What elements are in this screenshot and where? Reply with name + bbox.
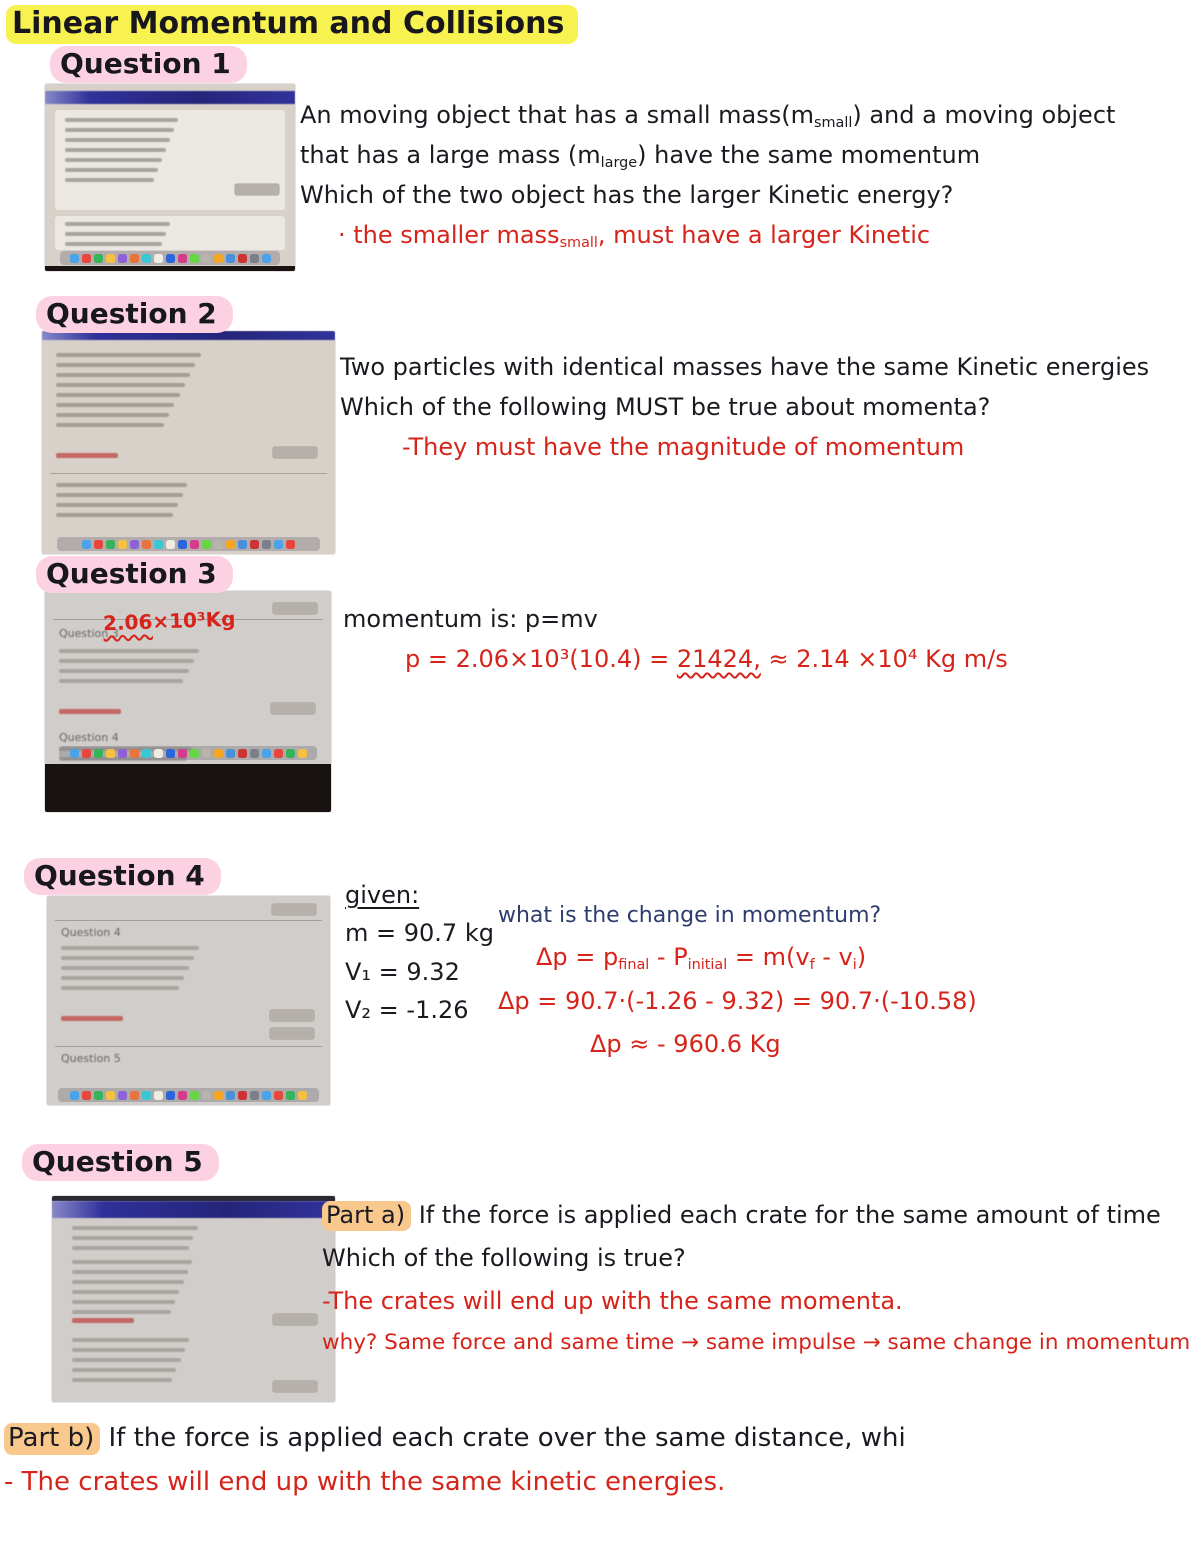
photo-question-3-label: Question 3 bbox=[59, 627, 119, 640]
blurred-text-line bbox=[65, 128, 174, 132]
screen-bezel bbox=[45, 266, 295, 271]
handwritten-text: ≈ 2.14 ×10⁴ Kg m/s bbox=[760, 644, 1008, 673]
dock-icon bbox=[262, 1091, 271, 1100]
dock-icon bbox=[130, 254, 139, 263]
blurred-text-line bbox=[59, 669, 189, 673]
dock-icon bbox=[190, 1091, 199, 1100]
macos-dock bbox=[59, 746, 316, 760]
handwritten-text: initial bbox=[687, 957, 728, 974]
question-4-given-notes bbox=[345, 876, 494, 1030]
dock-icon bbox=[166, 1091, 175, 1100]
handwritten-line bbox=[405, 640, 1008, 680]
handwritten-line bbox=[103, 607, 236, 636]
dock-icon bbox=[142, 254, 151, 263]
blurred-text-line bbox=[56, 373, 190, 377]
dock-icon bbox=[154, 540, 163, 549]
dock-icon bbox=[178, 1091, 187, 1100]
question-5-header bbox=[22, 1144, 219, 1181]
dock-icon bbox=[214, 749, 223, 758]
blurred-text-line bbox=[72, 1348, 185, 1352]
dock-icon bbox=[238, 749, 247, 758]
macos-dock bbox=[60, 251, 280, 265]
dock-icon bbox=[202, 540, 211, 549]
dock-icon bbox=[286, 1091, 295, 1100]
blurred-text-line bbox=[72, 1358, 181, 1362]
dock-icon bbox=[106, 254, 115, 263]
handwritten-text: p = 2.06×10³(10.4) = bbox=[405, 644, 677, 673]
handwritten-text: small bbox=[559, 234, 598, 251]
dock-icon bbox=[250, 749, 259, 758]
handwritten-text: Δp ≈ - 960.6 Kg bbox=[590, 1030, 781, 1059]
handwritten-line bbox=[345, 914, 494, 952]
question-2-header-text: Question 2 bbox=[36, 296, 233, 333]
dock-icon bbox=[70, 1091, 79, 1100]
handwritten-line bbox=[340, 348, 1149, 388]
handwritten-text: Two particles with identical masses have the same Kinetic energies bbox=[340, 353, 1150, 381]
blurred-button bbox=[273, 603, 317, 614]
blurred-button bbox=[271, 703, 315, 714]
handwritten-line bbox=[345, 953, 494, 991]
dock-icon bbox=[274, 749, 283, 758]
handwritten-text: - v bbox=[814, 943, 853, 972]
handwritten-line bbox=[322, 1194, 1190, 1237]
question-2-notes bbox=[340, 348, 1149, 467]
photo-question-5-label: Question 5 bbox=[61, 1052, 121, 1065]
blurred-red-text bbox=[56, 453, 118, 458]
blurred-text-block bbox=[56, 353, 319, 433]
dock-icon bbox=[238, 1091, 247, 1100]
dock-icon bbox=[226, 254, 235, 263]
dock-icon bbox=[82, 749, 91, 758]
handwritten-text: ) have the same momentum bbox=[637, 140, 981, 169]
blurred-text-line bbox=[56, 513, 173, 517]
page-title-text: Linear Momentum and Collisions bbox=[6, 5, 578, 44]
blurred-text-line bbox=[61, 966, 189, 970]
dock-icon bbox=[166, 540, 175, 549]
browser-bar bbox=[52, 1201, 335, 1218]
dock-icon bbox=[286, 540, 295, 549]
blurred-text-line bbox=[59, 649, 199, 653]
handwritten-line bbox=[300, 136, 1115, 176]
question-1-header bbox=[50, 46, 247, 83]
question-2-screenshot bbox=[42, 331, 335, 554]
question-4-screenshot bbox=[47, 896, 330, 1105]
dock-icon bbox=[178, 540, 187, 549]
handwritten-text: what is the change in momentum? bbox=[498, 903, 882, 928]
blurred-text-line bbox=[56, 403, 174, 407]
dock-icon bbox=[178, 749, 187, 758]
handwritten-text: that has a large mass (m bbox=[300, 140, 601, 169]
blurred-button bbox=[273, 447, 317, 458]
photo-question-4-label: Question 4 bbox=[59, 731, 119, 744]
handwritten-text: - P bbox=[649, 943, 688, 972]
part-b-notes bbox=[4, 1416, 906, 1504]
handwritten-text: If the force is applied each crate for the same amount of time bbox=[411, 1201, 1161, 1229]
blurred-text-line bbox=[61, 946, 199, 950]
dock-icon bbox=[70, 254, 79, 263]
blurred-text-block bbox=[72, 1338, 285, 1388]
dock-icon bbox=[214, 1091, 223, 1100]
handwritten-text: -They must have the magnitude of momentum bbox=[402, 432, 965, 461]
blurred-text-line bbox=[72, 1290, 179, 1294]
question-3-notes bbox=[343, 600, 1008, 680]
blurred-text-line bbox=[61, 986, 179, 990]
blurred-text-line bbox=[56, 483, 187, 487]
blurred-button bbox=[270, 1028, 314, 1039]
dock-icon bbox=[262, 540, 271, 549]
blurred-text-block bbox=[59, 649, 313, 689]
dock-icon bbox=[106, 749, 115, 758]
dock-icon bbox=[130, 1091, 139, 1100]
blurred-text-line bbox=[65, 222, 170, 226]
dock-icon bbox=[238, 540, 247, 549]
blurred-text-line bbox=[56, 423, 164, 427]
dock-icon bbox=[166, 749, 175, 758]
dock-icon bbox=[202, 749, 211, 758]
question-2-header bbox=[36, 296, 233, 333]
blurred-text-block bbox=[72, 1260, 291, 1320]
handwritten-text: If the force is applied each crate over the same distance, whi bbox=[100, 1423, 906, 1453]
question-4-header-text: Question 4 bbox=[24, 858, 221, 895]
blurred-text-line bbox=[65, 118, 178, 122]
blurred-text-line bbox=[72, 1368, 176, 1372]
blurred-text-block bbox=[61, 946, 312, 996]
blurred-text-line bbox=[56, 393, 180, 397]
dock-icon bbox=[118, 1091, 127, 1100]
blurred-button bbox=[272, 904, 316, 915]
dock-icon bbox=[250, 1091, 259, 1100]
blurred-text-line bbox=[56, 363, 195, 367]
handwritten-text: V₁ = 9.32 bbox=[345, 957, 460, 986]
dock-icon bbox=[106, 1091, 115, 1100]
blurred-text-line bbox=[72, 1246, 189, 1250]
handwritten-text: i bbox=[852, 957, 857, 974]
handwritten-text: An moving object that has a small mass(m bbox=[300, 101, 814, 129]
dock-icon bbox=[154, 749, 163, 758]
blurred-text-line bbox=[65, 178, 154, 182]
blurred-text-line bbox=[65, 158, 162, 162]
dock-icon bbox=[118, 540, 127, 549]
dock-icon bbox=[190, 254, 199, 263]
handwritten-line bbox=[498, 896, 977, 936]
handwritten-text: small bbox=[814, 115, 853, 132]
dock-icon bbox=[82, 1091, 91, 1100]
handwritten-text: 2.06 bbox=[102, 609, 153, 636]
blurred-text-line bbox=[65, 232, 166, 236]
blurred-text-line bbox=[72, 1270, 188, 1274]
dock-icon bbox=[226, 1091, 235, 1100]
blurred-text-line bbox=[65, 138, 170, 142]
blurred-text-line bbox=[56, 503, 178, 507]
dock-icon bbox=[190, 749, 199, 758]
blurred-text-line bbox=[61, 956, 194, 960]
question-3-header-text: Question 3 bbox=[36, 556, 233, 593]
dock-icon bbox=[214, 540, 223, 549]
dock-icon bbox=[70, 749, 79, 758]
blurred-text-block bbox=[72, 1226, 301, 1256]
divider bbox=[55, 920, 322, 921]
handwritten-line bbox=[322, 1324, 1190, 1363]
dock-icon bbox=[250, 540, 259, 549]
handwritten-line bbox=[345, 876, 494, 914]
handwritten-text: V₂ = -1.26 bbox=[345, 996, 469, 1025]
blurred-text-block bbox=[56, 483, 295, 523]
handwritten-line bbox=[300, 96, 1115, 136]
question-4-notes bbox=[498, 896, 977, 1067]
handwritten-line bbox=[4, 1416, 906, 1460]
handwritten-line bbox=[338, 216, 1115, 256]
blurred-text-line bbox=[72, 1378, 172, 1382]
handwritten-line bbox=[590, 1023, 977, 1067]
dock-icon bbox=[274, 1091, 283, 1100]
dock-icon bbox=[166, 254, 175, 263]
dock-icon bbox=[214, 254, 223, 263]
handwritten-text: = m(v bbox=[727, 943, 810, 972]
blurred-button bbox=[235, 184, 279, 195]
handwritten-line bbox=[343, 600, 1008, 640]
handwritten-text: Which of the two object has the larger Kinetic energy? bbox=[300, 180, 954, 209]
dock-icon bbox=[142, 540, 151, 549]
dock-icon bbox=[94, 1091, 103, 1100]
dock-icon bbox=[82, 540, 91, 549]
blurred-text-line bbox=[59, 679, 183, 683]
dock-icon bbox=[82, 254, 91, 263]
dock-icon bbox=[226, 540, 235, 549]
divider bbox=[50, 473, 327, 474]
photo-question-4-label: Question 4 bbox=[61, 926, 121, 939]
browser-bar bbox=[45, 91, 295, 104]
dock-icon bbox=[130, 749, 139, 758]
handwritten-line bbox=[322, 1237, 1190, 1280]
blurred-text-line bbox=[56, 383, 185, 387]
blurred-text-line bbox=[59, 659, 194, 663]
handwritten-line bbox=[402, 428, 1149, 468]
blurred-text-block bbox=[65, 222, 255, 252]
blurred-text-line bbox=[56, 413, 169, 417]
dock-icon bbox=[94, 540, 103, 549]
blurred-text-line bbox=[72, 1338, 189, 1342]
blurred-text-line bbox=[56, 353, 201, 357]
divider bbox=[55, 1046, 322, 1047]
handwritten-text: given: bbox=[345, 881, 420, 909]
dock-icon bbox=[202, 1091, 211, 1100]
question-1-header-text: Question 1 bbox=[50, 46, 247, 83]
blurred-red-text bbox=[72, 1318, 134, 1323]
handwritten-text: final bbox=[618, 957, 650, 974]
question-3-screenshot bbox=[45, 591, 331, 812]
handwritten-text: Δp = p bbox=[536, 943, 619, 972]
dock-icon bbox=[94, 254, 103, 263]
handwritten-text: , must have a larger Kinetic bbox=[597, 220, 931, 249]
handwritten-text: -The crates will end up with the same momenta. bbox=[322, 1287, 903, 1316]
question-1-notes bbox=[300, 96, 1115, 256]
dock-icon bbox=[298, 749, 307, 758]
handwritten-text: Which of the following MUST be true about momenta? bbox=[340, 392, 991, 421]
dock-icon bbox=[226, 749, 235, 758]
blurred-text-line bbox=[65, 148, 166, 152]
handwritten-text: momentum is: p=mv bbox=[343, 605, 598, 633]
dock-icon bbox=[118, 254, 127, 263]
blurred-text-block bbox=[65, 118, 271, 188]
handwritten-text: Which of the following is true? bbox=[322, 1244, 686, 1273]
blurred-button bbox=[273, 1314, 317, 1325]
handwritten-text: 21424, bbox=[676, 644, 761, 673]
dock-icon bbox=[298, 1091, 307, 1100]
dock-icon bbox=[142, 1091, 151, 1100]
handwritten-text: Part a) bbox=[322, 1201, 411, 1231]
handwritten-line bbox=[340, 388, 1149, 428]
blurred-text-line bbox=[65, 242, 162, 246]
blurred-text-line bbox=[72, 1300, 175, 1304]
handwritten-line bbox=[322, 1280, 1190, 1323]
dock-icon bbox=[118, 749, 127, 758]
dock-icon bbox=[274, 540, 283, 549]
blurred-text-line bbox=[72, 1280, 184, 1284]
question-5-header-text: Question 5 bbox=[22, 1144, 219, 1181]
handwritten-line bbox=[498, 980, 977, 1024]
handwritten-text: large bbox=[600, 154, 638, 171]
blurred-red-text bbox=[59, 709, 121, 714]
handwritten-text: Δp = 90.7·(-1.26 - 9.32) = 90.7·(-10.58) bbox=[498, 986, 977, 1015]
blurred-text-line bbox=[65, 168, 158, 172]
page-title bbox=[6, 6, 578, 41]
handwritten-text: ) and a moving object bbox=[852, 101, 1116, 129]
handwritten-text: Part b) bbox=[4, 1423, 100, 1455]
desk-shadow bbox=[45, 764, 331, 812]
dock-icon bbox=[262, 749, 271, 758]
handwritten-text: why? Same force and same time → same impulse → same change in momentum bbox=[322, 1329, 1191, 1355]
handwritten-annotation bbox=[103, 607, 236, 636]
question-5-notes bbox=[322, 1194, 1190, 1362]
dock-icon bbox=[190, 540, 199, 549]
question-4-header bbox=[24, 858, 221, 895]
macos-dock bbox=[57, 537, 321, 551]
dock-icon bbox=[142, 749, 151, 758]
handwritten-text: ) bbox=[856, 943, 867, 972]
handwritten-line bbox=[300, 176, 1115, 216]
dock-icon bbox=[286, 749, 295, 758]
handwritten-text: · the smaller mass bbox=[338, 220, 560, 249]
blurred-text-line bbox=[72, 1310, 171, 1314]
dock-icon bbox=[106, 540, 115, 549]
handwritten-text: ×10³Kg bbox=[151, 606, 236, 634]
dock-icon bbox=[262, 254, 271, 263]
blurred-text-line bbox=[72, 1226, 198, 1230]
blurred-button bbox=[273, 1381, 317, 1392]
dock-icon bbox=[250, 254, 259, 263]
handwritten-text: m = 90.7 kg bbox=[345, 919, 494, 948]
blurred-text-line bbox=[72, 1260, 192, 1264]
dock-icon bbox=[154, 254, 163, 263]
handwritten-text: - The crates will end up with the same kinetic energies. bbox=[4, 1467, 726, 1498]
handwritten-line bbox=[345, 991, 494, 1029]
dock-icon bbox=[178, 254, 187, 263]
handwritten-text: f bbox=[809, 957, 815, 974]
blurred-button bbox=[270, 1010, 314, 1021]
question-3-header bbox=[36, 556, 233, 593]
handwritten-line bbox=[536, 936, 977, 980]
blurred-text-line bbox=[56, 493, 183, 497]
dock-icon bbox=[238, 254, 247, 263]
macos-dock bbox=[58, 1088, 318, 1102]
dock-icon bbox=[202, 254, 211, 263]
blurred-text-line bbox=[61, 976, 184, 980]
handwritten-line bbox=[4, 1460, 906, 1504]
question-1-screenshot bbox=[45, 84, 295, 271]
blurred-text-line bbox=[72, 1236, 193, 1240]
dock-icon bbox=[94, 749, 103, 758]
dock-icon bbox=[154, 1091, 163, 1100]
question-5-screenshot bbox=[52, 1196, 335, 1402]
dock-icon bbox=[130, 540, 139, 549]
blurred-red-text bbox=[61, 1016, 123, 1021]
